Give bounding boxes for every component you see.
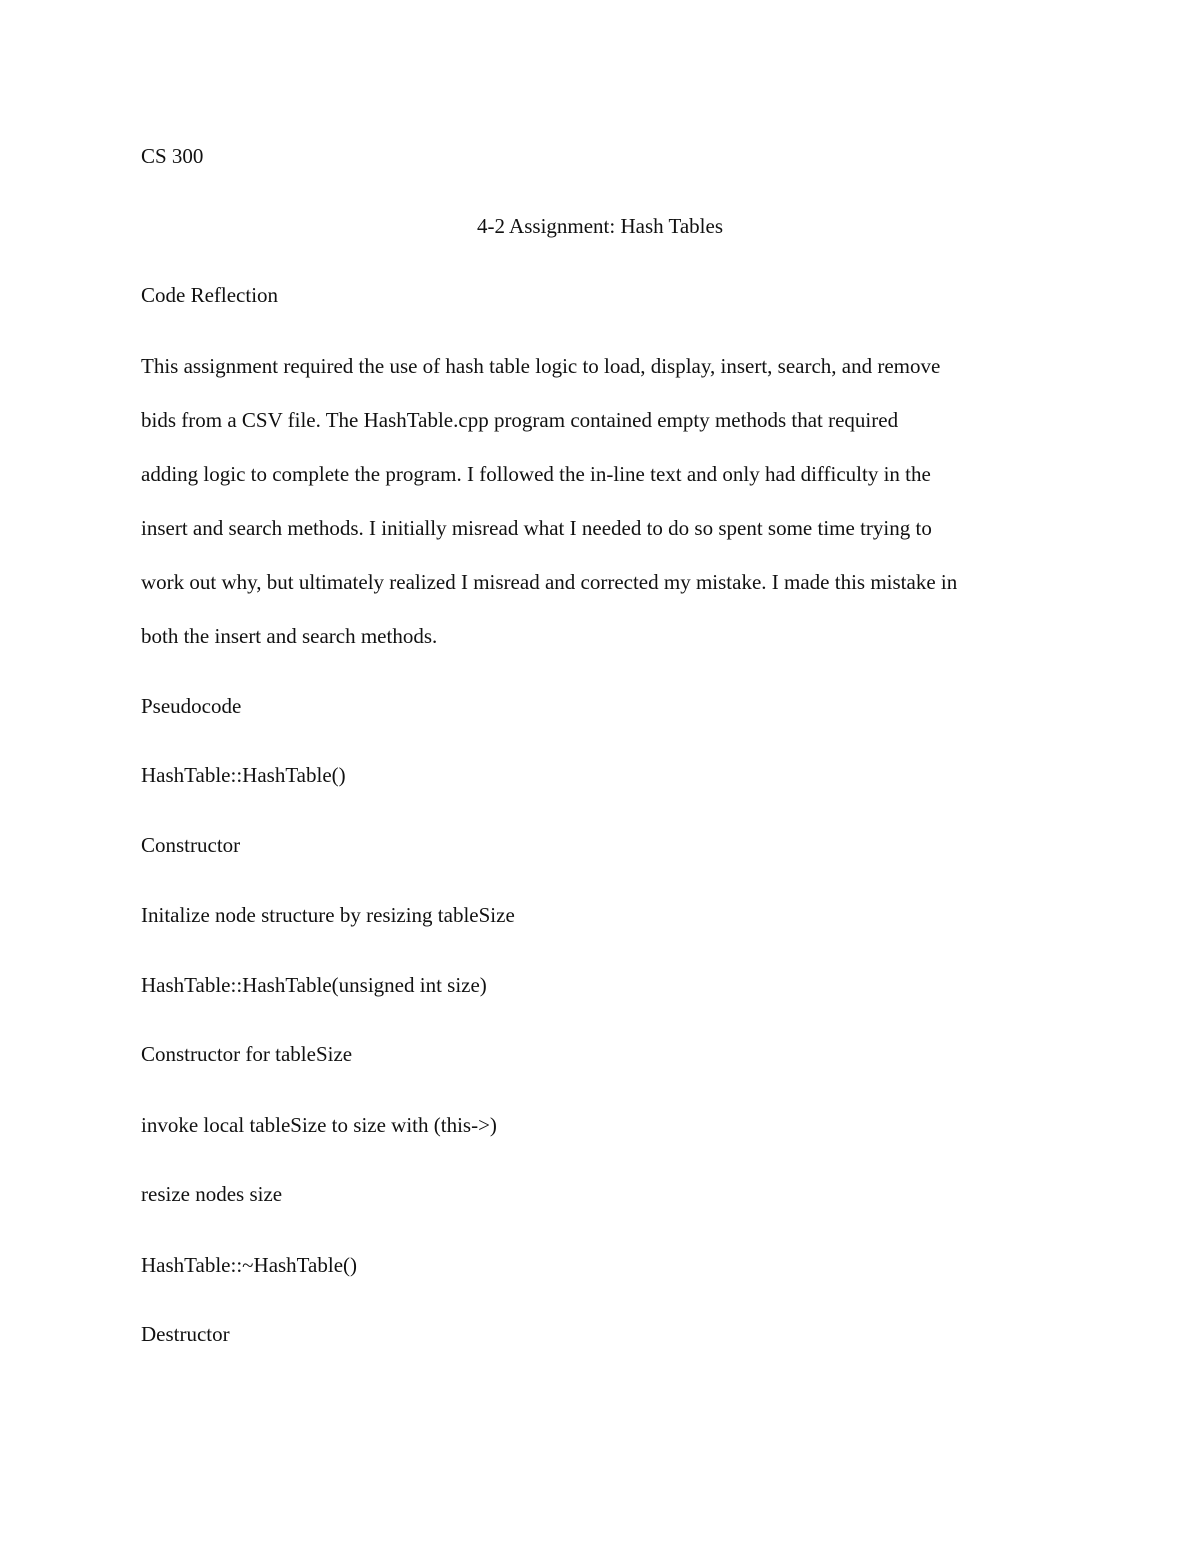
- paragraph-line: bids from a CSV file. The HashTable.cpp program contained empty methods that required: [141, 408, 899, 432]
- pseudocode-line: resize nodes size: [141, 1182, 283, 1206]
- paragraph-line: work out why, but ultimately realized I misread and corrected my mistake. I made this mistake in: [141, 570, 958, 594]
- reflection-heading: Code Reflection: [141, 283, 279, 307]
- reflection-paragraph: [141, 351, 1071, 675]
- pseudocode-line: Initalize node structure by resizing tableSize: [141, 903, 515, 927]
- paragraph-line: insert and search methods. I initially misread what I needed to do so spent some time trying to: [141, 516, 932, 540]
- paragraph-line: adding logic to complete the program. I followed the in-line text and only had difficulty in the: [141, 462, 931, 486]
- pseudocode-line: HashTable::~HashTable(): [141, 1253, 358, 1277]
- paragraph-line: This assignment required the use of hash table logic to load, display, insert, search, and remove: [141, 354, 941, 378]
- pseudocode-line: Destructor: [141, 1322, 230, 1346]
- pseudocode-line: Constructor for tableSize: [141, 1042, 353, 1066]
- pseudocode-line: HashTable::HashTable(): [141, 763, 346, 787]
- paragraph-line: both the insert and search methods.: [141, 624, 438, 648]
- page-title: 4-2 Assignment: Hash Tables: [476, 214, 724, 238]
- pseudocode-heading: Pseudocode: [141, 694, 242, 718]
- course-label: CS 300: [141, 144, 204, 168]
- pseudocode-line: HashTable::HashTable(unsigned int size): [141, 973, 487, 997]
- pseudocode-line: Constructor: [141, 833, 241, 857]
- pseudocode-line: invoke local tableSize to size with (this->): [141, 1113, 497, 1137]
